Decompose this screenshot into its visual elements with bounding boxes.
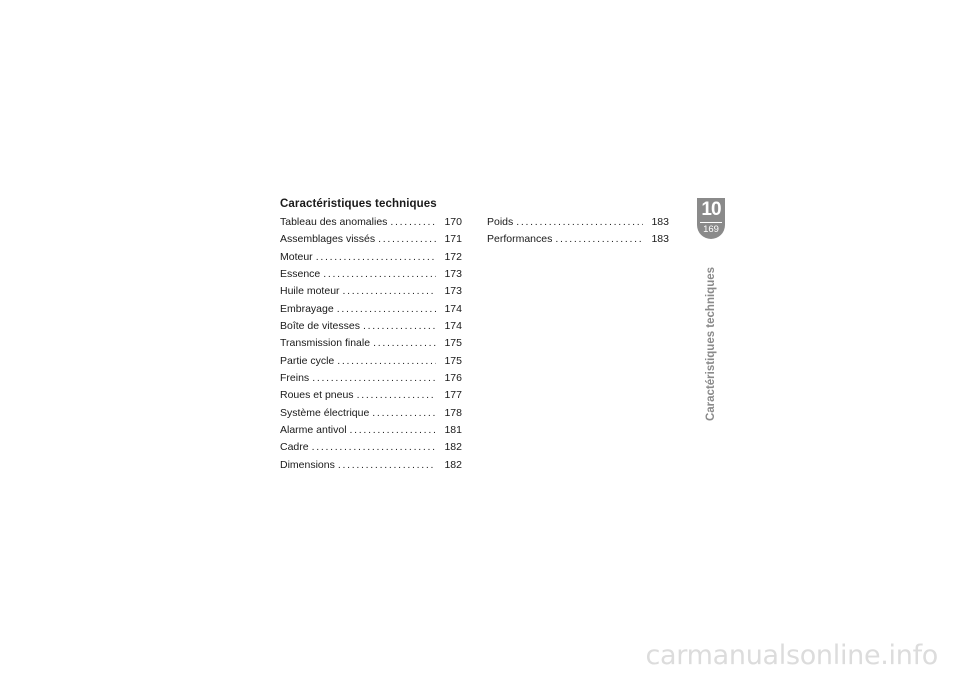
toc-entry-label: Partie cycle — [280, 354, 335, 367]
toc-entry-page: 174 — [444, 320, 462, 333]
chapter-side-title: Caractéristiques techniques — [705, 266, 717, 422]
toc-entry-label: Poids — [487, 216, 514, 228]
toc-entry-page: 175 — [444, 354, 462, 367]
toc-entry-label: Essence — [280, 268, 321, 281]
toc-entry-label: Assemblages vissés — [280, 233, 376, 246]
toc-entry-page: 178 — [444, 406, 462, 419]
toc-leader-dots — [357, 389, 436, 401]
toc-entry-page: 183 — [651, 233, 669, 246]
toc-entry[interactable] — [280, 355, 462, 372]
watermark: carmanualsonline.info — [645, 640, 938, 671]
toc-entry[interactable] — [280, 251, 462, 268]
toc-entry-label: Système électrique — [280, 406, 370, 419]
toc-entry[interactable] — [280, 372, 462, 389]
toc-entry-label: Roues et pneus — [280, 389, 354, 402]
toc-entry[interactable] — [280, 216, 462, 233]
toc-entry-page: 183 — [651, 216, 669, 228]
toc-entry-page: 182 — [444, 441, 462, 454]
chapter-tab — [697, 198, 725, 239]
toc-entry[interactable] — [280, 337, 462, 354]
toc-entry-page: 174 — [444, 302, 462, 315]
toc-entry[interactable] — [280, 407, 462, 424]
toc-entry-page: 173 — [444, 268, 462, 281]
toc-entry[interactable] — [280, 320, 462, 337]
toc-leader-dots — [373, 337, 436, 349]
toc-leader-dots — [343, 285, 436, 297]
toc-entry-page: 176 — [444, 372, 462, 385]
toc-leader-dots — [312, 372, 436, 384]
toc-entry[interactable] — [280, 268, 462, 285]
toc-entry-label: Embrayage — [280, 302, 334, 315]
toc-leader-dots — [316, 251, 436, 263]
toc-leader-dots — [372, 407, 436, 419]
toc-entry-page: 171 — [444, 233, 462, 246]
toc-column-right — [487, 216, 669, 251]
toc-entry-page: 170 — [444, 216, 462, 228]
toc-leader-dots — [337, 355, 436, 367]
toc-entry-label: Tableau des anomalies — [280, 216, 388, 228]
toc-entry-page: 173 — [444, 285, 462, 298]
chapter-number: 10 — [701, 199, 721, 220]
toc-leader-dots — [312, 441, 436, 453]
toc-entry[interactable] — [280, 424, 462, 441]
toc-entry-label: Performances — [487, 233, 553, 246]
toc-entry[interactable] — [487, 233, 669, 250]
toc-entry-page: 172 — [444, 250, 462, 263]
toc-entry[interactable] — [280, 441, 462, 458]
toc-entry[interactable] — [280, 233, 462, 250]
toc-entry-label: Cadre — [280, 441, 309, 454]
toc-leader-dots — [323, 268, 436, 280]
toc-entry[interactable] — [280, 285, 462, 302]
toc-entry-label: Freins — [280, 372, 310, 385]
toc-leader-dots — [337, 303, 436, 315]
toc-leader-dots — [378, 233, 436, 245]
toc-entry[interactable] — [280, 459, 462, 476]
toc-entry[interactable] — [487, 216, 669, 233]
toc-entry-page: 177 — [444, 389, 462, 402]
toc-column-left — [280, 216, 462, 476]
toc-entry-label: Dimensions — [280, 458, 335, 471]
toc-leader-dots — [555, 233, 643, 245]
toc-leader-dots — [363, 320, 436, 332]
toc-leader-dots — [350, 424, 436, 436]
toc-entry-label: Transmission finale — [280, 337, 371, 350]
toc-entry-page: 175 — [444, 337, 462, 350]
toc-entry-label: Alarme antivol — [280, 424, 347, 437]
toc-entry-page: 181 — [444, 424, 462, 437]
chapter-divider — [700, 222, 722, 223]
toc-entry-label: Huile moteur — [280, 285, 340, 298]
toc-entry-label: Moteur — [280, 250, 313, 263]
toc-entry-label: Boîte de vitesses — [280, 320, 360, 333]
toc-entry[interactable] — [280, 389, 462, 406]
toc-leader-dots — [390, 216, 436, 228]
page-number: 169 — [703, 224, 719, 235]
toc-leader-dots — [338, 459, 436, 471]
toc-entry-page: 182 — [444, 458, 462, 471]
toc-leader-dots — [516, 216, 643, 228]
toc-entry[interactable] — [280, 303, 462, 320]
section-title: Caractéristiques techniques — [280, 198, 437, 210]
